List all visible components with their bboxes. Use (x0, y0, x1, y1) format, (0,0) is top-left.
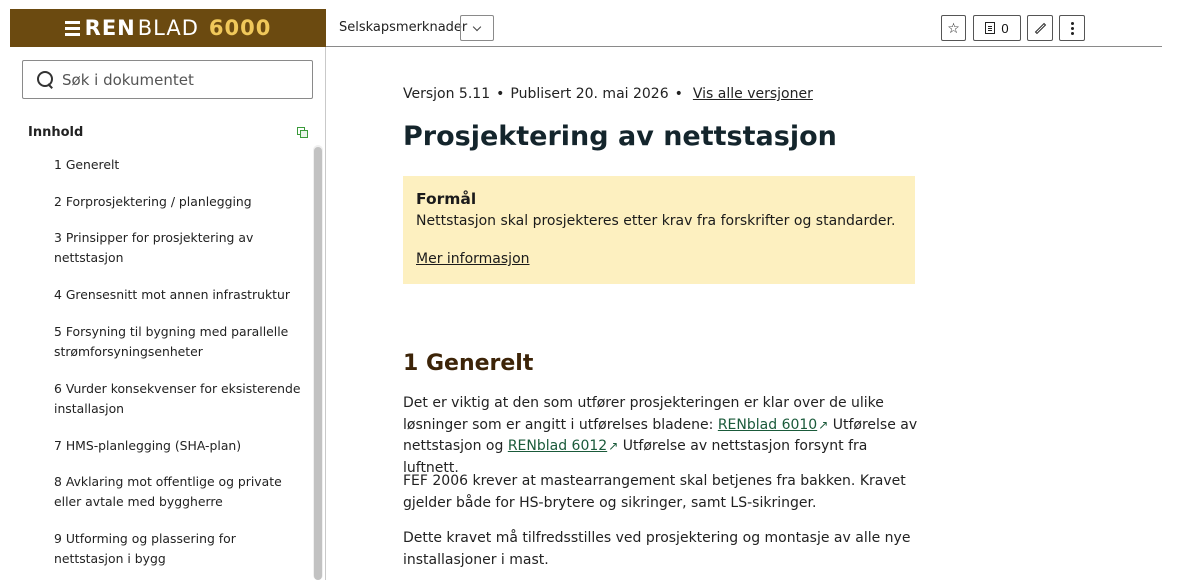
toc-item-7[interactable]: 7 HMS-planlegging (SHA-plan) (54, 438, 242, 453)
paragraph-1-text-b: Utførelse av nettstasjon og (403, 416, 918, 454)
toc-item-3[interactable]: 3 Prinsipper for prosjektering av nettstasjon (54, 230, 254, 265)
copy-icon[interactable] (297, 127, 307, 137)
search-input[interactable] (62, 71, 292, 89)
page-title: Prosjektering av nettstasjon (403, 121, 837, 152)
more-options-button[interactable] (1059, 15, 1085, 41)
toc-item-8[interactable]: 8 Avklaring mot offentlige og private eller avtale med byggherre (54, 474, 282, 509)
chevron-down-icon (473, 22, 481, 30)
toc-item-9[interactable]: 9 Utforming og plassering for nettstasjon i bygg (54, 531, 236, 566)
favorite-button[interactable] (941, 15, 966, 41)
edit-button[interactable] (1027, 15, 1053, 41)
renblad-6010-link[interactable]: RENblad 6010 (717, 416, 818, 433)
paragraph-1-text-c: Utførelse av nettstasjon forsynt fra luftnett. (403, 438, 868, 476)
purpose-heading: Formål (416, 190, 477, 208)
renblad-logo (65, 16, 272, 40)
star-icon: ☆ (947, 20, 960, 36)
brand-header[interactable] (10, 9, 326, 47)
top-toolbar (326, 9, 1162, 47)
toc-item-5[interactable]: 5 Forsyning til bygning med parallelle strømforsyningsenheter (54, 324, 289, 359)
logo-number: 6000 (208, 16, 272, 40)
more-info-link[interactable]: Mer informasjon (416, 251, 530, 267)
external-link-icon: ↗ (608, 439, 619, 453)
published-text: Publisert 20. mai 2026 (510, 86, 669, 102)
paragraph-2: FEF 2006 krever at mastearrangement skal betjenes fra bakken. Kravet gjelder både for HS-brytere og sikringer, samt LS-sikringer. (403, 473, 906, 511)
version-text: Versjon 5.11 (403, 86, 491, 102)
more-vertical-icon (1071, 22, 1074, 35)
pencil-icon (1034, 22, 1045, 33)
purpose-text: Nettstasjon skal prosjekteres etter krav fra forskrifter og standarder. (416, 213, 896, 229)
company-notes-dropdown[interactable] (460, 15, 494, 41)
paragraph-3: Dette kravet må tilfredsstilles ved prosjektering og montasje av alle nye installasjoner i mast. (403, 530, 911, 568)
toc-item-1[interactable]: 1 Generelt (54, 157, 120, 172)
external-link-icon: ↗ (818, 417, 829, 432)
company-notes-label: Selskapsmerknader (339, 20, 468, 35)
purpose-box (403, 176, 915, 284)
scrollbar-thumb[interactable] (314, 147, 322, 580)
document-search[interactable] (22, 60, 313, 99)
logo-ren: REN (84, 16, 136, 40)
section-title-generelt: 1 Generelt (403, 351, 534, 376)
toc-item-6[interactable]: 6 Vurder konsekvenser for eksisterende installasjon (54, 381, 301, 416)
toc-title: Innhold (28, 125, 84, 140)
paragraph-1-text-a: Det er viktig at den som utfører prosjekteringen er klar over de ulike løsninger som er angitt i utførelses bladene: (403, 395, 884, 433)
sidebar (10, 47, 326, 580)
version-meta: Versjon 5.11 • Publisert 20. mai 2026 • Vis alle versjoner (403, 86, 813, 102)
renblad-6012-link[interactable]: RENblad 6012 (507, 438, 608, 454)
search-icon (37, 71, 54, 88)
logo-lines-icon (65, 21, 80, 36)
logo-blad: BLAD (137, 16, 199, 40)
document-stack-icon (985, 22, 995, 34)
toc-item-4[interactable]: 4 Grensesnitt mot annen infrastruktur (54, 287, 290, 302)
documents-count-button[interactable] (973, 15, 1021, 41)
all-versions-link[interactable]: Vis alle versjoner (692, 86, 813, 102)
toc-item-2[interactable]: 2 Forprosjektering / planlegging (54, 194, 252, 209)
documents-count: 0 (1001, 20, 1009, 36)
paragraph-1 (403, 393, 918, 479)
sidebar-scrollbar[interactable] (313, 145, 323, 580)
